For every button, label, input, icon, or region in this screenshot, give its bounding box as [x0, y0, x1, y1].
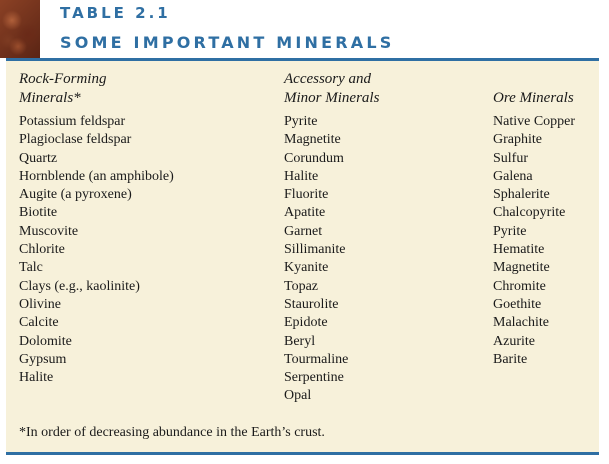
mineral-list-item: Barite — [493, 351, 528, 367]
mineral-list-item: Augite (a pyroxene) — [19, 187, 132, 203]
table-number: TABLE 2.1 — [60, 4, 171, 22]
mineral-list-item: Magnetite — [493, 260, 550, 276]
mineral-list-item: Fluorite — [284, 187, 329, 203]
column-heading-line: Rock-Forming — [19, 71, 107, 87]
mineral-list-item: Halite — [284, 168, 319, 184]
mineral-list-item: Opal — [284, 388, 312, 404]
minerals-table — [6, 58, 599, 455]
mineral-list-item: Galena — [493, 168, 533, 184]
mineral-list-item: Calcite — [19, 315, 59, 331]
mineral-list-item: Staurolite — [284, 296, 339, 312]
accessory-minor-minerals-list — [284, 113, 348, 406]
mineral-list-item: Chalcopyrite — [493, 205, 566, 221]
rock-forming-minerals-list — [19, 113, 174, 387]
mineral-list-item: Sulfur — [493, 150, 528, 166]
mineral-list-item: Beryl — [284, 333, 316, 349]
mineral-list-item: Pyrite — [284, 114, 318, 129]
mineral-list-item: Quartz — [19, 150, 58, 166]
mineral-list-item: Hornblende (an amphibole) — [19, 168, 174, 184]
mineral-list-item: Olivine — [19, 296, 61, 312]
mineral-list-item: Potassium feldspar — [19, 114, 126, 129]
mineral-list-item: Talc — [19, 260, 43, 276]
column-heading-accessory-minor — [284, 70, 379, 108]
mineral-list-item: Sillimanite — [284, 242, 346, 258]
mineral-list-item: Garnet — [284, 223, 323, 239]
mineral-list-item: Pyrite — [493, 223, 527, 239]
mineral-list-item: Malachite — [493, 315, 549, 331]
column-heading-line: Minerals* — [19, 90, 81, 106]
mineral-list-item: Serpentine — [284, 370, 344, 386]
mineral-list-item: Apatite — [284, 205, 326, 221]
mineral-list-item: Magnetite — [284, 132, 341, 148]
mineral-list-item: Plagioclase feldspar — [19, 132, 132, 148]
mineral-list-item: Goethite — [493, 296, 542, 312]
column-heading-line: Ore Minerals — [493, 90, 574, 106]
mineral-list-item: Dolomite — [19, 333, 72, 349]
mineral-photo-thumbnail — [0, 0, 40, 58]
mineral-list-item: Azurite — [493, 333, 535, 349]
mineral-list-item: Clays (e.g., kaolinite) — [19, 278, 140, 294]
column-heading-line: Accessory and — [284, 71, 372, 87]
column-heading-ore — [493, 89, 574, 108]
mineral-list-item: Biotite — [19, 205, 58, 221]
column-heading-line: Minor Minerals — [284, 90, 380, 106]
mineral-list-item: Corundum — [284, 150, 344, 166]
mineral-list-item: Chlorite — [19, 242, 65, 258]
mineral-list-item: Gypsum — [19, 351, 67, 367]
mineral-list-item: Sphalerite — [493, 187, 550, 203]
table-title: SOME IMPORTANT MINERALS — [60, 33, 395, 52]
footnote: *In order of decreasing abundance in the Earth’s crust. — [19, 425, 325, 440]
mineral-list-item: Halite — [19, 370, 54, 386]
ore-minerals-list — [493, 113, 575, 369]
mineral-list-item: Epidote — [284, 315, 328, 331]
mineral-list-item: Topaz — [284, 278, 319, 294]
mineral-list-item: Muscovite — [19, 223, 79, 239]
mineral-list-item: Hematite — [493, 242, 545, 258]
mineral-list-item: Graphite — [493, 132, 542, 148]
mineral-list-item: Kyanite — [284, 260, 329, 276]
mineral-list-item: Tourmaline — [284, 351, 349, 367]
column-heading-rock-forming — [19, 70, 106, 108]
mineral-list-item: Chromite — [493, 278, 546, 294]
mineral-list-item: Native Copper — [493, 114, 576, 129]
